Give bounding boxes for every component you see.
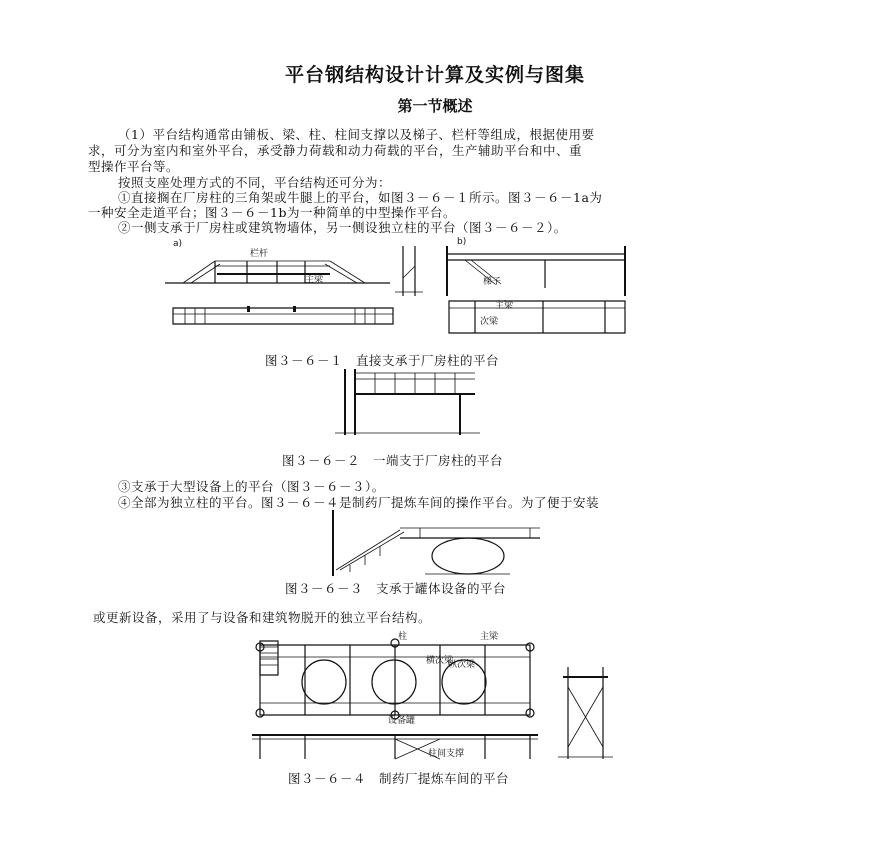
list-item-3: ③支承于大型设备上的平台（图３－６－３）。 (118, 479, 385, 494)
paragraph-1-line-3: 型操作平台等。 (88, 159, 180, 174)
fig1-label-b: b) (457, 237, 467, 247)
list-item-2: ②一侧支承于厂房柱或建筑物墙体，另一侧设独立柱的平台（图３－６－２）。 (118, 220, 567, 235)
fig4-label-equipment: 设备罐 (388, 716, 416, 726)
figure-3-6-4-drawing (248, 627, 613, 762)
paragraph-2: 按照支座处理方式的不同，平台结构还可分为： (118, 175, 392, 190)
figure-3-6-4-caption: 图３－６－４ 制药厂提炼车间的平台 (288, 771, 510, 786)
figure-3-6-2-drawing (335, 369, 480, 435)
fig1-label-railing: 栏杆 (250, 249, 269, 259)
fig1-label-a: a) (173, 239, 183, 249)
fig4-label-main-beam: 主梁 (480, 632, 499, 642)
fig1-label-main-beam-b: 主梁 (495, 301, 514, 311)
list-item-4-continued: 或更新设备，采用了与设备和建筑物脱开的独立平台结构。 (93, 610, 432, 625)
figure-3-6-3-drawing (330, 510, 542, 576)
figure-3-6-1-caption: 图３－６－１ 直接支承于厂房柱的平台 (265, 353, 500, 368)
paragraph-1-line-2: 求，可分为室内和室外平台，承受静力荷载和动力荷载的平台，生产辅助平台和中、重 (88, 143, 583, 158)
fig4-label-column: 柱 (398, 632, 408, 642)
fig4-label-sec-beam: 横次梁 (426, 656, 454, 666)
section-heading: 第一节概述 (397, 97, 473, 115)
figure-3-6-2-caption: 图３－６－２ 一端支于厂房柱的平台 (282, 453, 504, 468)
list-item-1-line-2: 一种安全走道平台；图３－６－1b为一种简单的中型操作平台。 (88, 205, 456, 220)
fig1-label-sec-beam: 次梁 (480, 317, 499, 327)
figure-3-6-3-caption: 图３－６－３ 支承于罐体设备的平台 (285, 581, 507, 596)
fig4-label-long-beam: 纵次梁 (448, 660, 476, 670)
document-title: 平台钢结构设计计算及实例与图集 (284, 64, 585, 86)
fig4-label-bracing: 柱间支撑 (428, 749, 465, 759)
list-item-4: ④全部为独立柱的平台。图３－６－４是制药厂提炼车间的操作平台。为了便于安装 (118, 495, 600, 510)
figure-3-6-1-drawing (165, 236, 635, 336)
list-item-1-line-1: ①直接搁在厂房柱的三角架或牛腿上的平台，如图３－６－１所示。图３－６－1a为 (118, 190, 603, 205)
fig1-label-main-beam: 主梁 (305, 275, 324, 285)
fig1-label-stairs: 梯子 (483, 277, 502, 287)
paragraph-1-line-1: （1）平台结构通常由铺板、梁、柱、柱间支撑以及梯子、栏杆等组成，根据使用要 (118, 127, 595, 142)
